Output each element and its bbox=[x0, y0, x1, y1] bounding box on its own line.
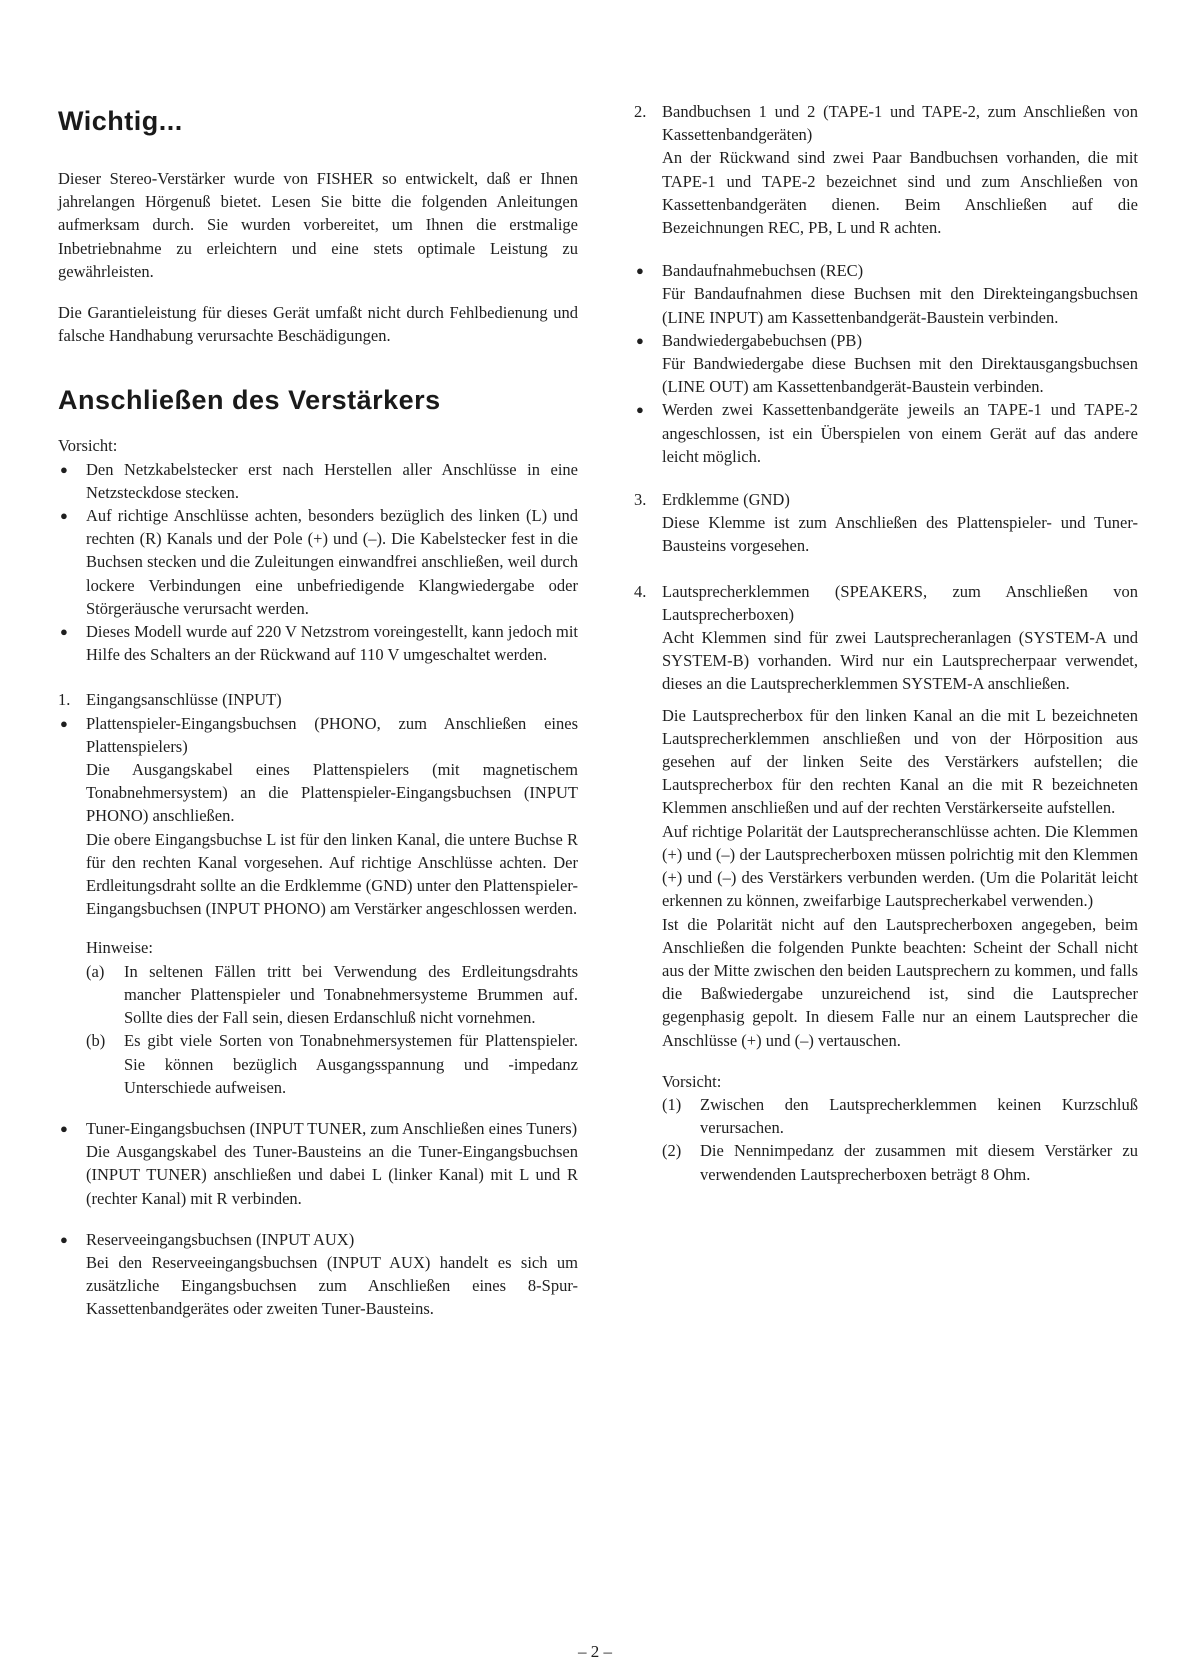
section-2-number: 2. bbox=[634, 102, 647, 121]
aux-body: Bei den Reserveeingangsbuchsen (INPUT AUX) handelt es sich um zusätzliche Eingangsbuchsen zum Anschließen eines 8-Spur-Kassettenbandgerätes oder zweiten Tuner-Bausteins. bbox=[86, 1252, 578, 1319]
section-4-body-2: Die Lautsprecherbox für den linken Kanal an die mit L bezeichneten Lautsprecherklemmen anschließen und von der Hörposition aus gesehen auf der linken Seite des Verstärkers aufstellen; die Lautsprecherbox für den rechten Kanal an die mit R bezeichneten Klemmen anschließen und auf der rechten Verstärkerseite aufstellen. bbox=[662, 705, 1138, 818]
note-a-text: In seltenen Fällen tritt bei Verwendung des Erdleitungsdrahts mancher Plattenspieler und Tonabnehmersysteme Brummen auf. Sollte dies der Fall sein, diesen Erdanschluß nicht vornehmen. bbox=[124, 961, 578, 1028]
guarantee-paragraph: Die Garantieleistung für dieses Gerät umfaßt nicht durch Fehlbedienung und falsche Handhabung verursachte Beschädigungen. bbox=[58, 303, 578, 346]
section-1-heading bbox=[58, 688, 578, 711]
section-3-number: 3. bbox=[634, 490, 647, 510]
notes-list bbox=[58, 960, 578, 1099]
speaker-caution-list bbox=[634, 1093, 1138, 1186]
speaker-caution-1 bbox=[662, 1093, 1138, 1139]
dubbing-note: ● Werden zwei Kassettenbandgeräte jeweils an TAPE-1 und TAPE-2 angeschlossen, ist ein Überspielen von einem Gerät auf das andere leicht möglich. bbox=[634, 398, 1138, 468]
caution-item-3: ● Dieses Modell wurde auf 220 V Netzstrom voreingestellt, kann jedoch mit Hilfe des Schalters an der Rückwand auf 110 V umgeschaltet werden. bbox=[58, 620, 578, 666]
section-4-title: Lautsprecherklemmen (SPEAKERS, zum Anschließen von Lautsprecherboxen) bbox=[662, 581, 1138, 624]
note-b-text: Es gibt viele Sorten von Tonabnehmersystemen für Plattenspieler. Sie können bezüglich Ausgangsspannung und -impedanz Unterschiede aufweisen. bbox=[124, 1031, 578, 1097]
left-column bbox=[58, 0, 578, 1321]
right-column bbox=[634, 0, 1138, 1186]
caution-label: Vorsicht: bbox=[58, 436, 118, 456]
section-4-number: 4. bbox=[634, 581, 647, 601]
section-4-heading bbox=[634, 580, 1138, 626]
section-1-title: Eingangsanschlüsse (INPUT) bbox=[86, 690, 282, 710]
speaker-caution-2 bbox=[662, 1139, 1138, 1185]
pb-body: Für Bandwiedergabe diese Buchsen mit den Direktausgangsbuchsen (LINE OUT) am Kassettenbandgerät-Baustein verbinden. bbox=[662, 354, 1138, 397]
section-4-body-4: Ist die Polarität nicht auf den Lautsprecherboxen angegeben, beim Anschließen die folgenden Punkte beachten: Scheint der Schall nicht aus der Mitte zwischen den beiden Lautsprechern zu kommen, und falls die Baßwiedergabe unzureichend ist, sind die Lautsprecher gegenphasig gepolt. In diesem Falle nur an einem Lautsprecher die Anschlüsse (+) und (–) vertauschen. bbox=[662, 914, 1138, 1050]
note-a bbox=[86, 960, 578, 1030]
note-a-number: (a) bbox=[86, 961, 105, 981]
caution-item-1: ● Den Netzkabelstecker erst nach Herstellen aller Anschlüsse in eine Netzsteckdose stecken. bbox=[58, 458, 578, 504]
speaker-caution-2-number: (2) bbox=[662, 1141, 682, 1161]
note-b-number: (b) bbox=[86, 1031, 106, 1051]
tuner-title: ● Tuner-Eingangsbuchsen (INPUT TUNER, zum Anschließen eines Tuners) bbox=[58, 1117, 578, 1140]
aux-title: ● Reserveeingangsbuchsen (INPUT AUX) bbox=[58, 1228, 578, 1251]
speaker-caution-2-text: Die Nennimpedanz der zusammen mit diesem Verstärker zu verwendenden Lautsprecherboxen beträgt 8 Ohm. bbox=[700, 1141, 1138, 1184]
rec-title: ● Bandaufnahmebuchsen (REC) bbox=[634, 259, 1138, 282]
speaker-caution-1-number: (1) bbox=[662, 1094, 682, 1114]
rec-body: Für Bandaufnahmen diese Buchsen mit den Direkteingangsbuchsen (LINE INPUT) am Kassettenbandgerät-Baustein verbinden. bbox=[662, 284, 1138, 327]
page-number: – 2 – bbox=[578, 1642, 612, 1661]
speaker-caution-label: Vorsicht: bbox=[662, 1071, 722, 1091]
note-b bbox=[86, 1029, 578, 1099]
section-4-body-3: Auf richtige Polarität der Lautsprecheranschlüsse achten. Die Klemmen (+) und (–) der Lautsprecherboxen müssen polrichtig mit den Klemmen (+) und (–) des Verstärkers verbunden werden. (Um die Polarität leicht erkennen zu können, zweifarbige Lautsprecherkabel verwenden.) bbox=[662, 821, 1138, 911]
notes-label: Hinweise: bbox=[86, 938, 153, 958]
phono-body-1: Die Ausgangskabel eines Plattenspielers (mit magnetischem Tonabnehmersystem) an die Plattenspieler-Eingangsbuchsen (INPUT PHONO) anschließen. bbox=[86, 760, 578, 826]
intro-paragraph: Dieser Stereo-Verstärker wurde von FISHER so entwickelt, daß er Ihnen jahrelangen Hörgenuß bietet. Lesen Sie bitte die folgenden Anleitungen aufmerksam durch. Sie wurden vorbereitet, um Ihnen die erstmalige Inbetriebnahme zu erleichtern und eine stets optimale Leistung zu gewährleisten. bbox=[58, 169, 578, 281]
section-2-heading bbox=[634, 100, 1138, 146]
tuner-body: Die Ausgangskabel des Tuner-Bausteins an die Tuner-Eingangsbuchsen (INPUT TUNER) anschließen und dabei L (linker Kanal) mit L und R (rechter Kanal) mit R verbinden. bbox=[86, 1142, 578, 1208]
heading-anschliessen: Anschließen des Verstärkers bbox=[58, 385, 441, 416]
heading-wichtig: Wichtig... bbox=[58, 106, 183, 136]
section-2-title: Bandbuchsen 1 und 2 (TAPE-1 und TAPE-2, zum Anschließen von Kassettenbandgeräten) bbox=[662, 102, 1138, 145]
section-3-heading bbox=[634, 488, 1138, 511]
section-1-number: 1. bbox=[58, 690, 71, 710]
speaker-caution-1-text: Zwischen den Lautsprecherklemmen keinen Kurzschluß verursachen. bbox=[700, 1094, 1138, 1138]
phono-body-2: Die obere Eingangsbuchse L ist für den linken Kanal, die untere Buchse R für den rechten Kanal vorgesehen. Auf richtige Anschlüsse achten. Der Erdleitungsdraht sollte an die Erdklemme (GND) unter den Plattenspieler-Eingangsbuchsen (INPUT PHONO) am Verstärker angeschlossen werden. bbox=[86, 829, 578, 919]
caution-item-2: ● Auf richtige Anschlüsse achten, besonders bezüglich des linken (L) und rechten (R) Kanals und der Pole (+) und (–). Die Kabelstecker fest in die Buchsen stecken und die Zuleitungen einwandfrei anschließen, weil durch lockere Verbindungen eine unbefriedigende Klangwiedergabe oder Störgeräusche verursacht werden. bbox=[58, 504, 578, 620]
pb-title: ● Bandwiedergabebuchsen (PB) bbox=[634, 329, 1138, 352]
section-4-body-1: Acht Klemmen sind für zwei Lautsprecheranlagen (SYSTEM-A und SYSTEM-B) vorhanden. Wird nur ein Lautsprecherpaar verwendet, dieses an die Lautsprecherklemmen SYSTEM-A anschließen. bbox=[662, 628, 1138, 694]
section-3-title: Erdklemme (GND) bbox=[662, 490, 790, 510]
phono-title: ● Plattenspieler-Eingangsbuchsen (PHONO, zum Anschließen eines Plattenspielers) bbox=[58, 712, 578, 758]
section-3-body: Diese Klemme ist zum Anschließen des Plattenspieler- und Tuner-Bausteins vorgesehen. bbox=[662, 513, 1138, 556]
section-2-body: An der Rückwand sind zwei Paar Bandbuchsen vorhanden, die mit TAPE-1 und TAPE-2 bezeichnet sind und zum Anschließen von Kassettenbandgeräten dienen. Beim Anschließen auf die Bezeichnungen REC, PB, L und R achten. bbox=[662, 148, 1138, 238]
